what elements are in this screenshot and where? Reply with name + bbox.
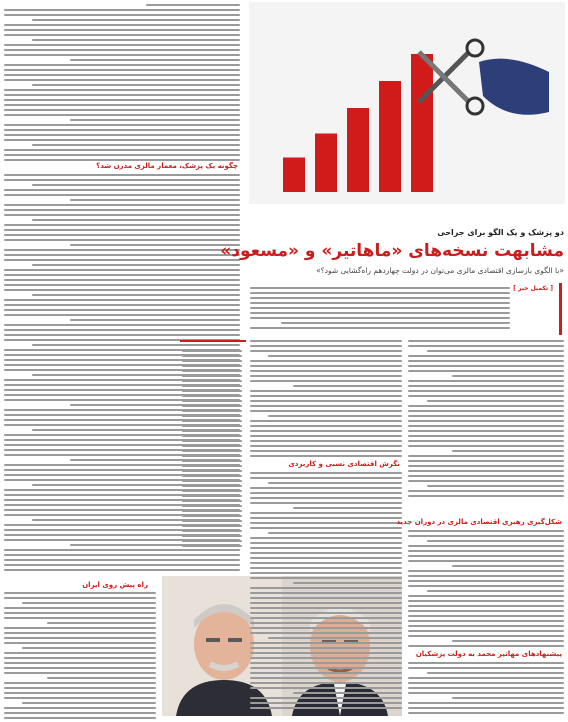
red-bar-chart-with-scissors-icon: [249, 2, 565, 204]
hero-bar: [315, 134, 337, 193]
right-body-text-col-a: [408, 340, 564, 500]
hero-bar: [379, 81, 401, 192]
right-body-text-col-a3: [408, 662, 564, 717]
hero-bar: [283, 158, 305, 193]
hero-illustration: [249, 2, 565, 204]
right-body-text-col-b: [250, 340, 402, 460]
article-kicker: دو پزشک و یک الگو برای جراحی: [437, 228, 564, 237]
left-body-text-3: [4, 592, 156, 722]
right-subhead-2: شکل‌گیری رهبری اقتصادی مالزی در دوران جدید: [396, 518, 562, 526]
right-body-text-col-a2: [408, 530, 564, 650]
right-body-text-col-b2: [250, 472, 402, 712]
left-body-text-1: [4, 4, 240, 164]
hero-bar: [347, 108, 369, 192]
intro-paragraph: [250, 283, 562, 335]
article-headline: مشابهت نسخه‌های «ماهاتیر» و «مسعود»: [220, 241, 564, 261]
intro-tag: [ تکمیل خبر ]: [513, 285, 553, 292]
article-subtitle: «با الگوی بازسازی اقتصادی مالزی می‌توان در دولت چهاردهم راه‌گشایی شود؟»: [316, 266, 564, 275]
pull-quote-sidebar: [180, 340, 246, 579]
left-subhead-1: چگونه یک پزشک، معمار مالزی مدرن شد؟: [96, 162, 238, 170]
left-subhead-2: راه پیش روی ایران: [82, 581, 148, 589]
right-subhead-3: پیشنهادهای مهاتیر محمد به دولت پزشکیان: [415, 650, 562, 658]
hero-bar: [411, 54, 433, 192]
right-subhead-1: نگرش اقتصادی نسبی و کاربردی: [288, 460, 400, 468]
